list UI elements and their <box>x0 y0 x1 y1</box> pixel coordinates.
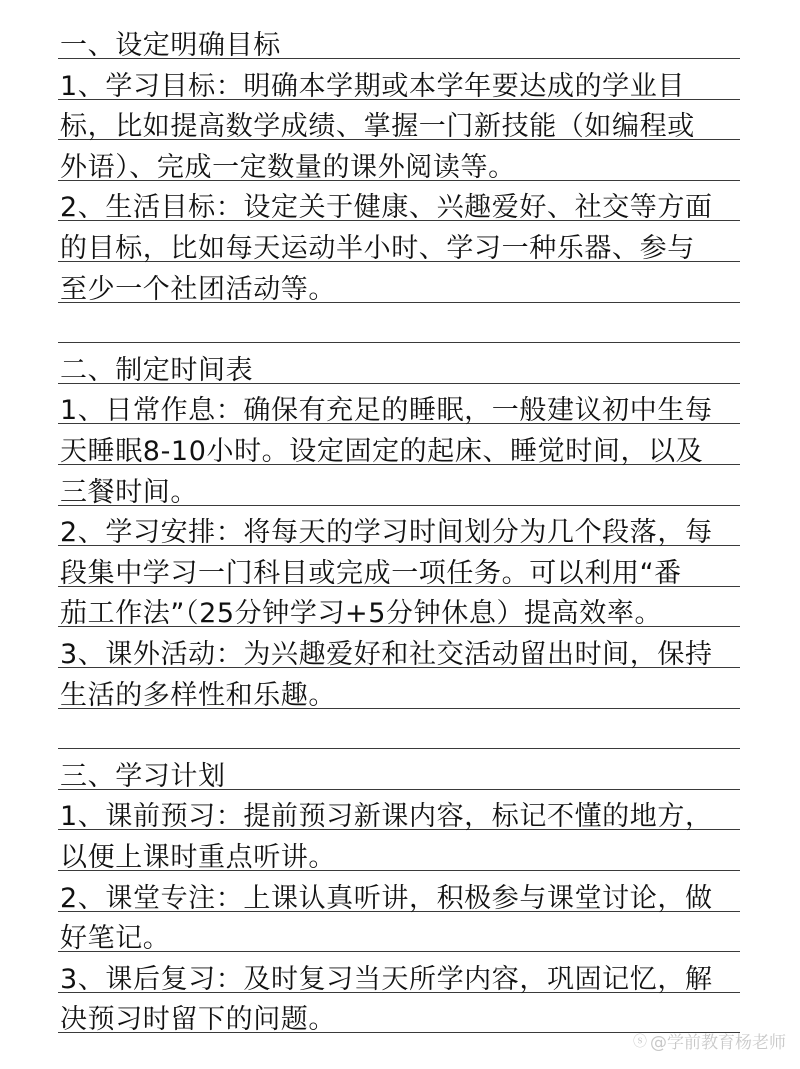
text-row: 好笔记。 <box>60 923 171 955</box>
text-row: 二、制定时间表 <box>60 354 254 386</box>
text-row: 决预习时留下的问题。 <box>60 1004 336 1036</box>
text-row: 至少一个社团活动等。 <box>60 273 336 305</box>
text-row: 的目标，比如每天运动半小时、学习一种乐器、参与 <box>60 233 695 264</box>
text-row: 外语）、完成一定数量的课外阅读等。 <box>60 151 516 183</box>
text-row: 1、日常作息：确保有充足的睡眠，一般建议初中生每 <box>60 395 713 427</box>
text-row: 段集中学习一门科目或完成一项任务。可以利用“番 <box>60 557 682 589</box>
text-row: 2、生活目标：设定关于健康、兴趣爱好、社交等方面 <box>60 192 713 224</box>
text-row: 3、课外活动：为兴趣爱好和社交活动留出时间，保持 <box>60 639 713 670</box>
text-row: 2、课堂专注：上课认真听讲，积极参与课堂讨论，做 <box>60 882 713 914</box>
text-row: 2、学习安排：将每天的学习时间划分为几个段落，每 <box>60 517 713 549</box>
text-row: 茄工作法”（25分钟学习+5分钟休息）提高效率。 <box>60 598 663 630</box>
text-row: 1、课前预习：提前预习新课内容，标记不懂的地方， <box>60 801 713 833</box>
text-row <box>60 714 750 758</box>
text-row <box>60 308 750 352</box>
text-row: 天睡眠8-10小时。设定固定的起床、睡觉时间，以及 <box>60 436 704 467</box>
text-row: 标，比如提高数学成绩、掌握一门新技能（如编程或 <box>60 111 695 143</box>
text-row: 生活的多样性和乐趣。 <box>60 679 336 711</box>
toutiao-logo-icon: ⓢ <box>633 1033 647 1050</box>
watermark-text: @学前教育杨老师 <box>650 1033 786 1053</box>
text-row: 一、设定明确目标 <box>60 30 281 61</box>
text-row: 三餐时间。 <box>60 476 198 508</box>
watermark <box>633 1028 786 1053</box>
text-row: 三、学习计划 <box>60 760 226 792</box>
text-row: 1、学习目标：明确本学期或本学年要达成的学业目 <box>60 70 685 102</box>
text-row: 3、课后复习：及时复习当天所学内容，巩固记忆，解 <box>60 963 713 995</box>
text-row: 以便上课时重点听讲。 <box>60 842 336 873</box>
